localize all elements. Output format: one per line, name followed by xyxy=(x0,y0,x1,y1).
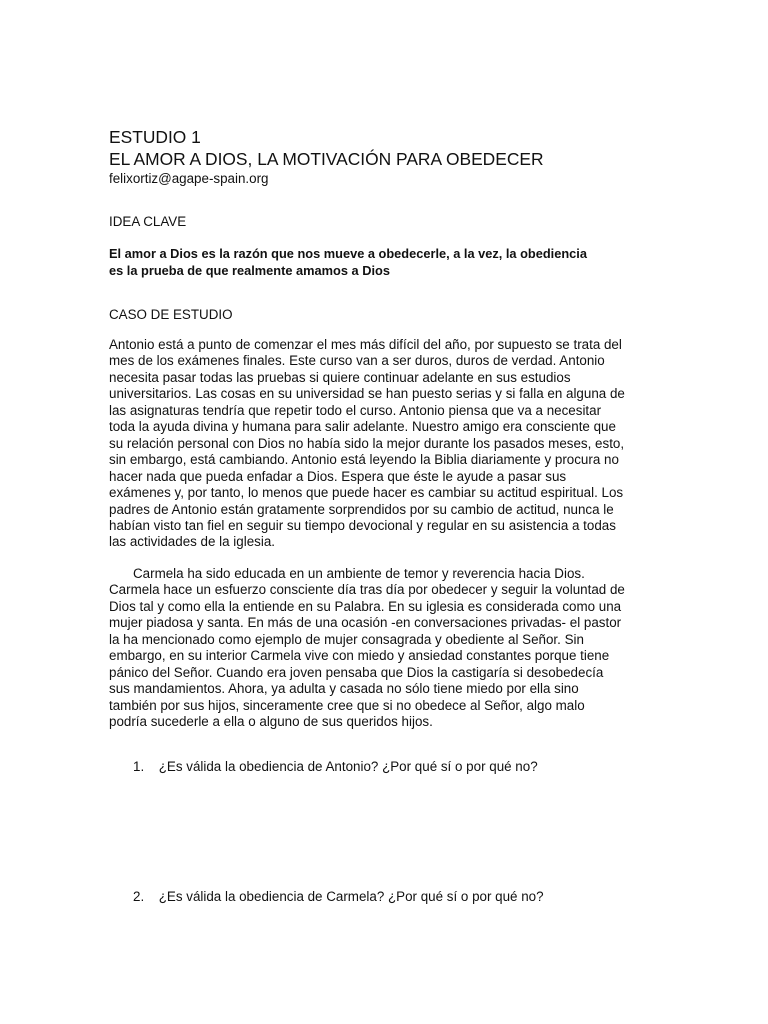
paragraph-line: embargo, en su interior Carmela vive con miedo y ansiedad constantes porque tiene xyxy=(109,648,610,664)
caso-de-estudio-heading: CASO DE ESTUDIO xyxy=(109,307,233,322)
paragraph-line: las asignaturas tendría que repetir todo el curso. Antonio piensa que va a necesitar xyxy=(109,402,602,418)
paragraph-line: exámenes y, por tanto, lo menos que puede hacer es cambiar su actitud espiritual. Los xyxy=(109,485,624,501)
paragraph-line: hacer nada que pueda enfadar a Dios. Espera que éste le ayude a pasar sus xyxy=(109,468,567,484)
paragraph-line: toda la ayuda divina y humana para salir adelante. Nuestro amigo era consciente que xyxy=(109,419,616,435)
key-idea-line: es la prueba de que realmente amamos a Dios xyxy=(109,263,390,278)
question-text: ¿Es válida la obediencia de Carmela? ¿Por qué sí o por qué no? xyxy=(158,889,544,904)
question-2 xyxy=(133,888,544,905)
paragraph-line: padres de Antonio están gratamente sorprendidos por su cambio de actitud, nunca le xyxy=(109,501,614,517)
paragraph-line: universitarios. Las cosas en su universidad se han puesto serias y si falla en alguna de xyxy=(109,386,625,402)
paragraph-line: Dios tal y como ella la entiende en su Palabra. En su iglesia es considerada como una xyxy=(109,598,622,614)
paragraph-line: las actividades de la iglesia. xyxy=(109,534,275,550)
paragraph-line: habían visto tan fiel en seguir su tiempo devocional y regular en su asistencia a todas xyxy=(109,517,616,533)
paragraph-line: pánico del Señor. Cuando era joven pensaba que Dios la castigaría si desobedecía xyxy=(109,664,604,680)
paragraph-line: Carmela ha sido educada en un ambiente de temor y reverencia hacia Dios. xyxy=(133,565,585,581)
document-page xyxy=(109,126,659,730)
question-number: 2. xyxy=(133,889,145,904)
paragraph-line: sin embargo, está cambiando. Antonio está leyendo la Biblia diariamente y procura no xyxy=(109,452,619,468)
paragraph-line: sus mandamientos. Ahora, ya adulta y casada no sólo tiene miedo por ella sino xyxy=(109,681,579,697)
paragraph-line: necesita pasar todas las pruebas si quiere continuar adelante en sus estudios xyxy=(109,369,571,385)
study-number-title: ESTUDIO 1 xyxy=(109,127,201,147)
paragraph-line: la ha mencionado como ejemplo de mujer consagrada y obediente al Señor. Sin xyxy=(109,631,584,647)
carmela-paragraph xyxy=(109,566,659,731)
key-idea-line: El amor a Dios es la razón que nos mueve a obedecerle, a la vez, la obediencia xyxy=(109,246,587,261)
paragraph-line: también por sus hijos, sinceramente cree que si no obedece al Señor, algo malo xyxy=(109,697,585,713)
question-number: 1. xyxy=(133,759,145,774)
paragraph-line: Carmela hace un esfuerzo consciente día tras día por obedecer y seguir la voluntad de xyxy=(109,582,625,598)
key-idea-block xyxy=(109,245,659,279)
idea-clave-heading: IDEA CLAVE xyxy=(109,214,187,229)
question-1 xyxy=(133,758,538,775)
author-email: felixortiz@agape-spain.org xyxy=(109,171,269,186)
paragraph-line: Antonio está a punto de comenzar el mes más difícil del año, por supuesto se trata del xyxy=(109,337,622,352)
paragraph-line: podría sucederle a ella o alguno de sus queridos hijos. xyxy=(109,713,433,729)
paragraph-line: mes de los exámenes finales. Este curso van a ser duros, duros de verdad. Antonio xyxy=(109,353,605,369)
paragraph-line: su relación personal con Dios no había sido la mejor durante los pasados meses, esto, xyxy=(109,435,625,451)
antonio-paragraph xyxy=(109,337,659,551)
question-text: ¿Es válida la obediencia de Antonio? ¿Por qué sí o por qué no? xyxy=(158,759,538,774)
study-main-title: EL AMOR A DIOS, LA MOTIVACIÓN PARA OBEDECER xyxy=(109,149,544,169)
paragraph-line: mujer piadosa y santa. En más de una ocasión -en conversaciones privadas- el pastor xyxy=(109,615,622,631)
